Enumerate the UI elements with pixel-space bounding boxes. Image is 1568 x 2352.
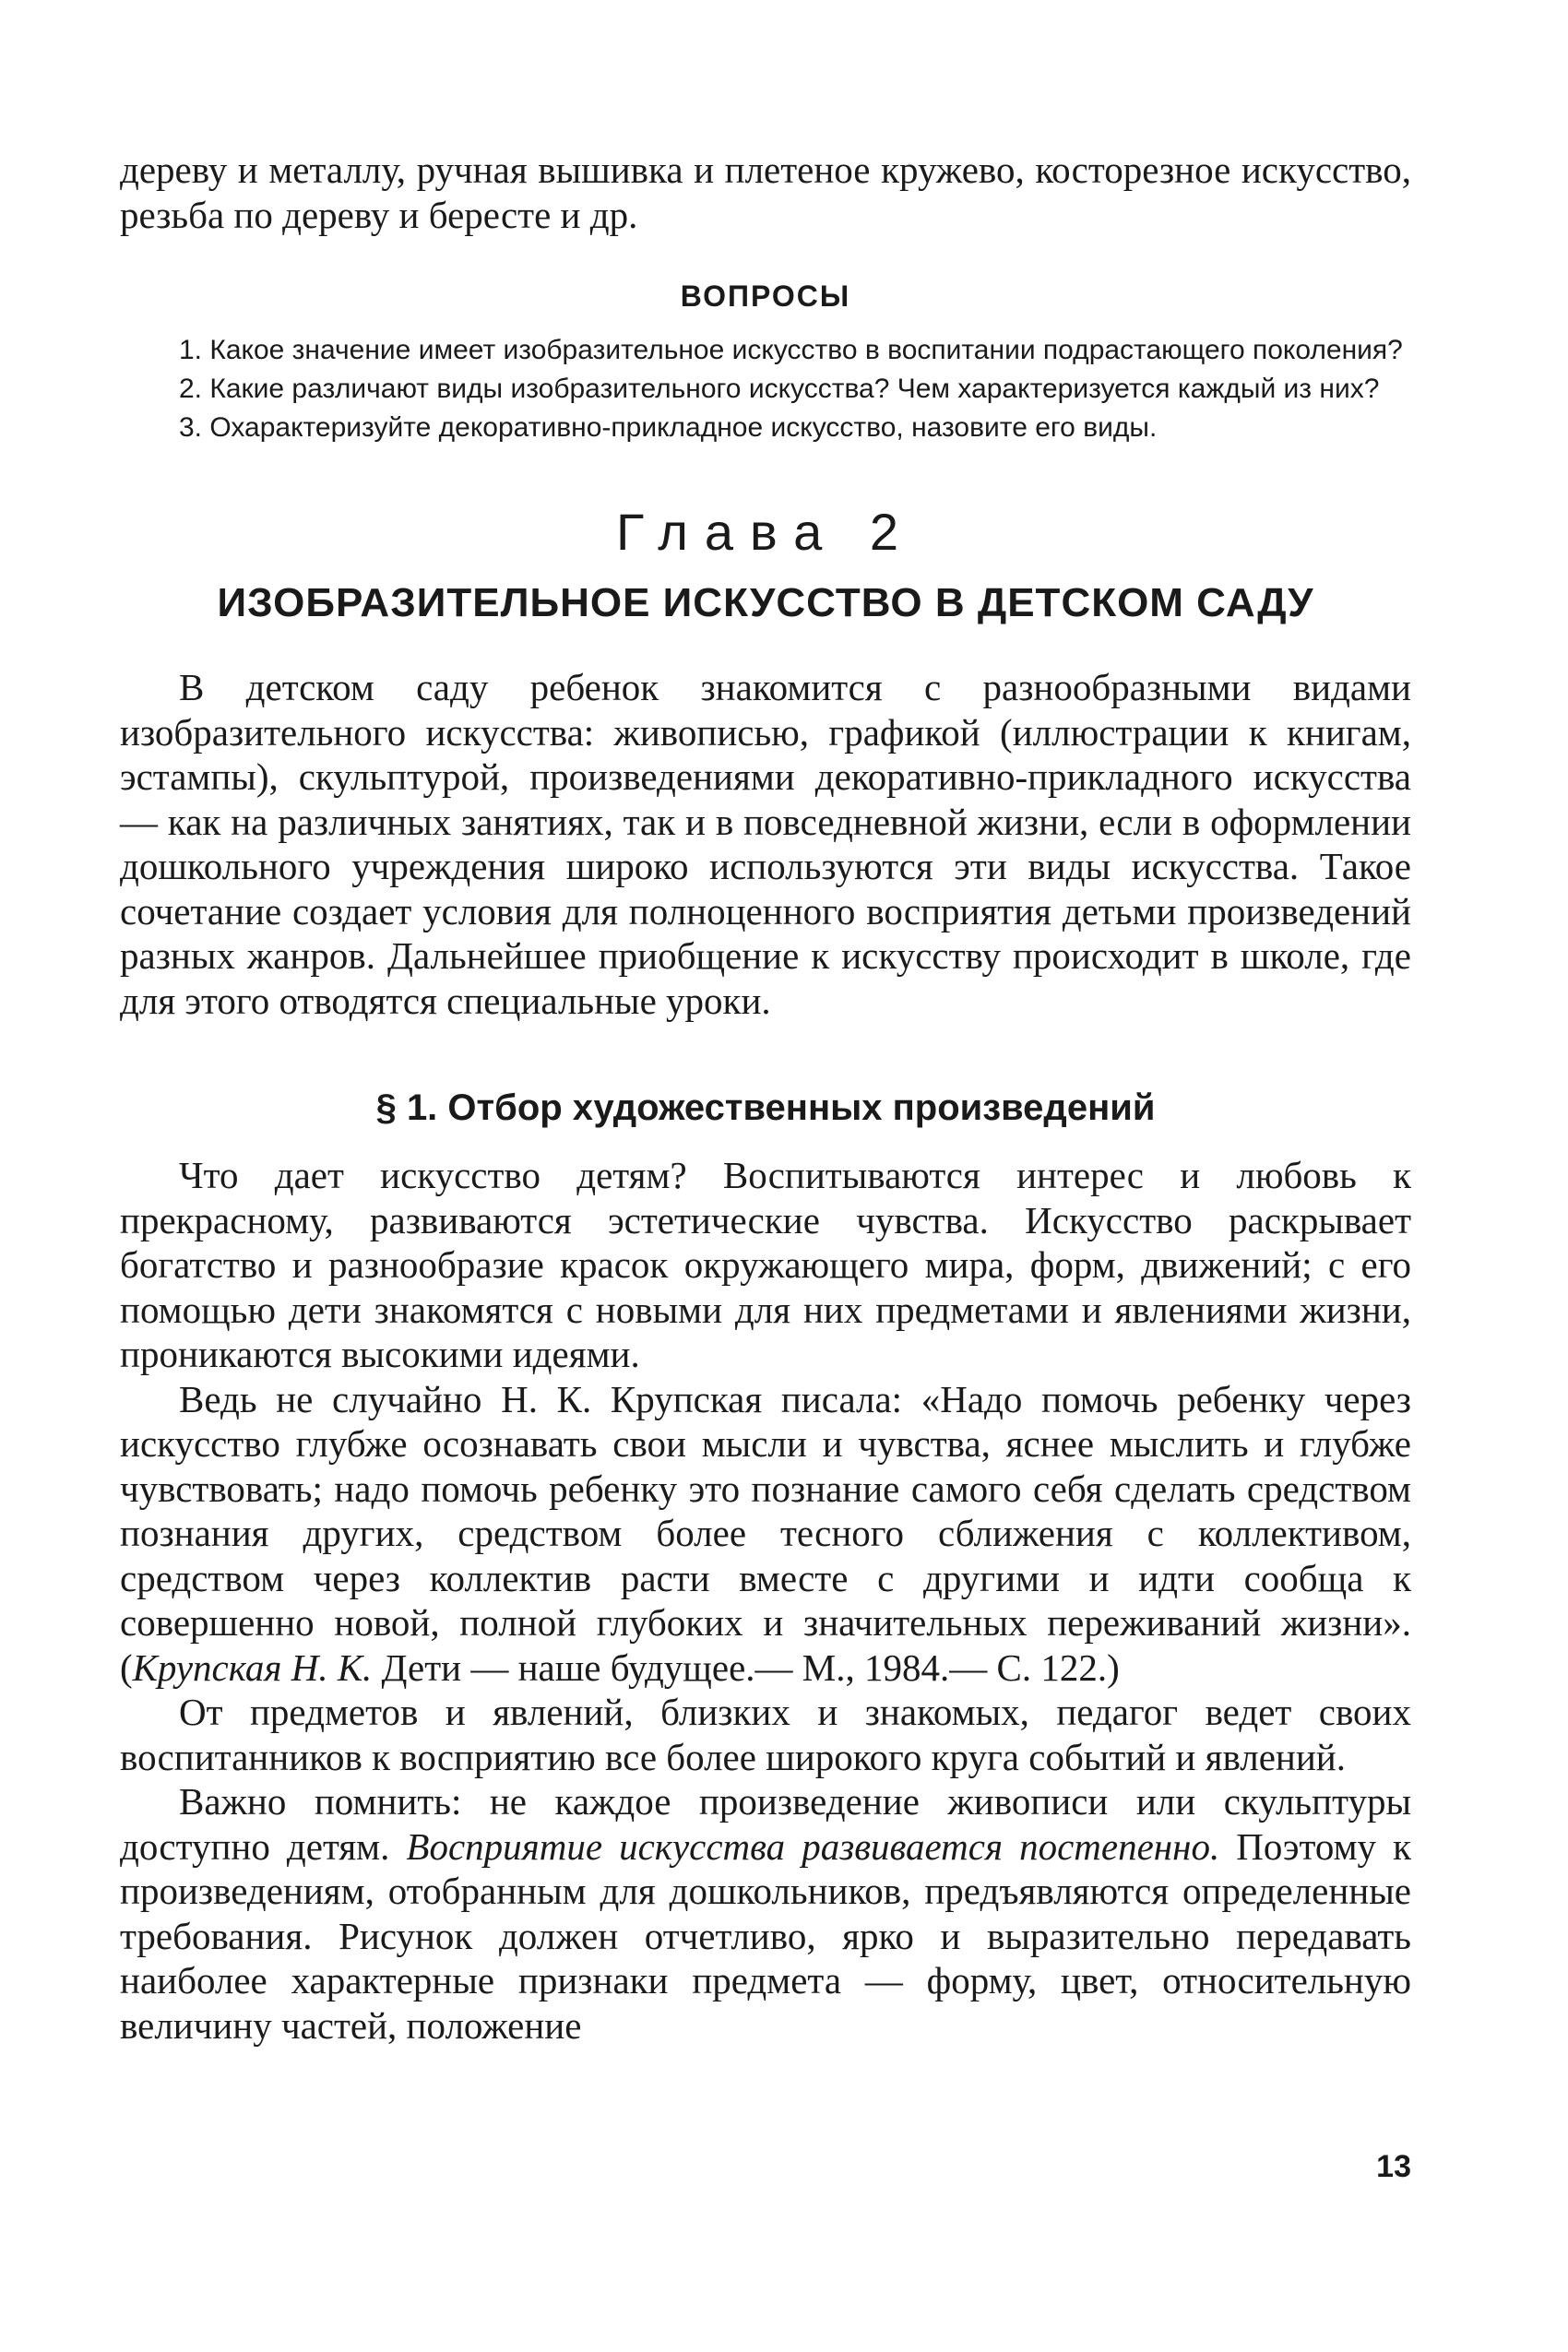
- chapter-paragraph: В детском саду ребенок знакомится с разнообразными видами изобразительного искусства: живописью, графикой (иллюстрации к книгам, эстампы), скульптурой, произведениями декоративно-прикладного искусства — как на различных занятиях, так и в повседневной жизни, если в оформлении дошкольного учреждения широко используются эти виды искусства. Такое сочетание создает условия для полноценного восприятия детьми произведений разных жанров. Дальнейшее приобщение к искусству происходит в школе, где для этого отводятся специальные уроки.: [120, 666, 1411, 1022]
- page-number: 13: [1376, 2149, 1411, 2184]
- citation-author: Крупская Н. К.: [132, 1645, 373, 1689]
- chapter-label: Глава 2: [616, 503, 915, 561]
- book-page: [120, 148, 1411, 2048]
- paragraph-lead: Важно помнить: не каждое произведение живописи или скульптуры доступно детям.: [120, 1780, 1411, 1868]
- section-title: § 1. Отбор художественных произведений: [375, 1087, 1156, 1128]
- question-item: 2. Какие различают виды изобразительного искусства? Чем характеризуется каждый из них?: [179, 374, 1380, 404]
- questions-block: [120, 279, 1411, 445]
- chapter-title: ИЗОБРАЗИТЕЛЬНОЕ ИСКУССТВО В ДЕТСКОМ САДУ: [217, 580, 1314, 625]
- questions-heading: ВОПРОСЫ: [680, 279, 851, 313]
- emphasis-text: Восприятие искусства развивается постепенно.: [406, 1824, 1220, 1868]
- question-item: 3. Охарактеризуйте декоративно-прикладное искусство, назовите его виды.: [179, 412, 1158, 443]
- section-paragraph-2: [120, 1377, 1411, 1691]
- section-paragraph-1: Что дает искусство детям? Воспитываются интерес и любовь к прекрасному, развиваются эстетические чувства. Искусство раскрывает богатство и разнообразие красок окружающего мира, форм, движений; с его помощью дети знакомятся с новыми для них предметами и явлениями жизни, проникаются высокими идеями.: [120, 1154, 1411, 1375]
- section-paragraph-4: [120, 1779, 1411, 2048]
- question-item: 1. Какое значение имеет изобразительное искусство в воспитании подрастающего поколения?: [179, 335, 1403, 365]
- intro-paragraph: дереву и металлу, ручная вышивка и плетеное кружево, косторезное искусство, резьба по дереву и бересте и др.: [120, 148, 1411, 236]
- quote-text: Ведь не случайно Н. К. Крупская писала: «Надо помочь ребенку через искусство глубже осознавать свои мысли и чувства, яснее мыслить и глубже чувствовать; надо помочь ребенку это познание самого себя сделать средством познания других, средством более тесного сближения с коллективом, средством через коллектив расти вместе с другими и идти сообща к совершенно новой, полной глубоких и значительных переживаний жизни». (: [120, 1377, 1411, 1689]
- section-paragraph-3: От предметов и явлений, близких и знакомых, педагог ведет своих воспитанников к восприятию все более широкого круга событий и явлений.: [120, 1691, 1411, 1778]
- citation-source: Дети — наше будущее.— М., 1984.— С. 122.): [372, 1645, 1120, 1689]
- paragraph-rest: Поэтому к произведениям, отобранным для дошкольников, предъявляются определенные требования. Рисунок должен отчетливо, ярко и выразительно передавать наиболее характерные признаки предмета — форму, цвет, относительную величину частей, положение: [120, 1824, 1411, 2047]
